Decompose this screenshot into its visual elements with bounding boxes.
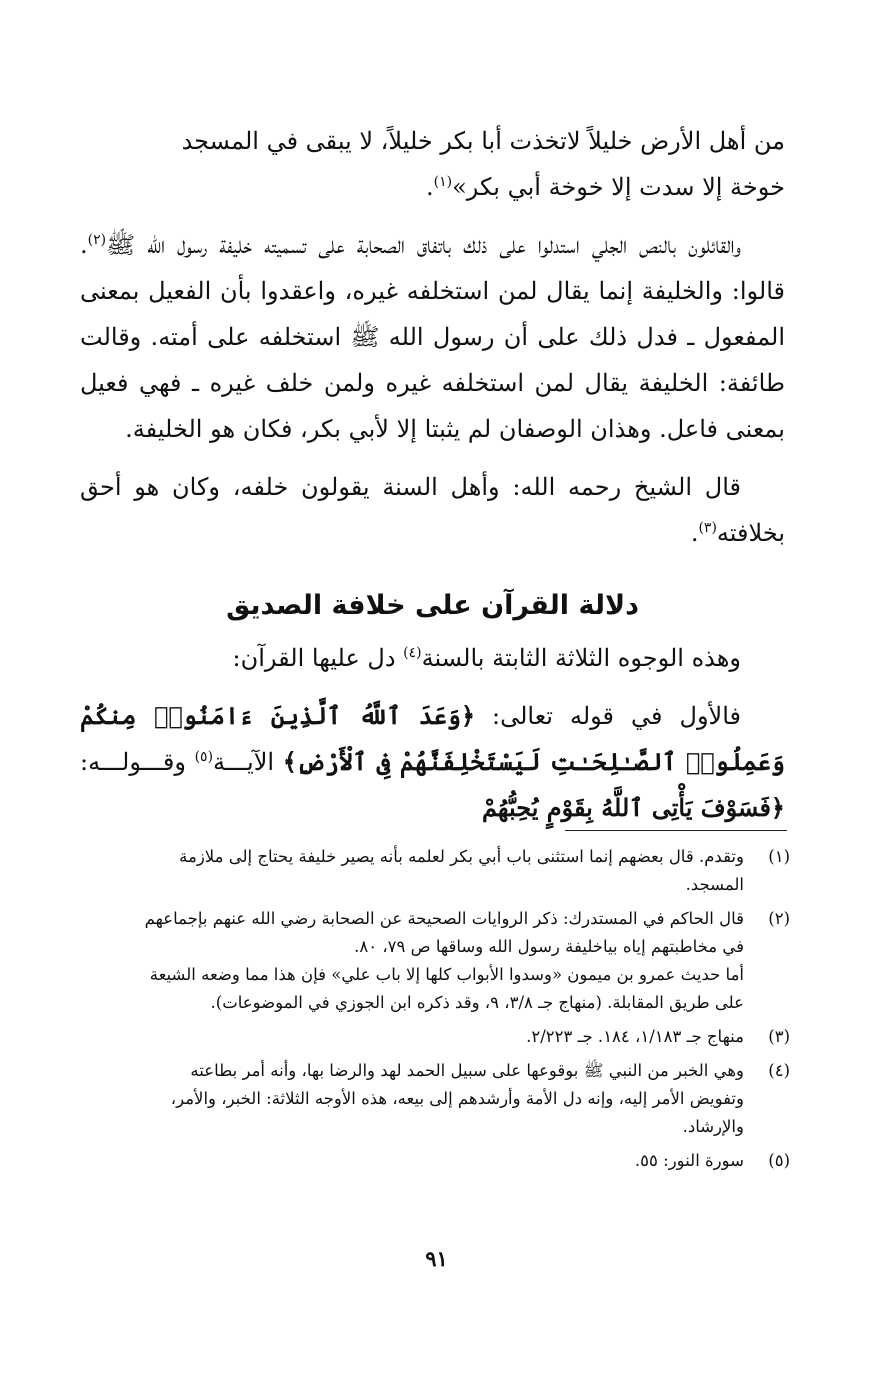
footnote-separator — [565, 830, 787, 831]
footnote-item — [80, 843, 790, 899]
footnote-ref: (٥) — [194, 749, 214, 765]
paragraph-line: خوخة إلا سدت إلا خوخة أبي بكر»$^{(١)}$. — [426, 173, 785, 201]
paragraph-line: تسميته خليفة رسول الله ﷺ — [106, 231, 307, 259]
footnote-number: (٢) — [768, 909, 790, 928]
main-text — [80, 118, 785, 843]
footnote-number: (٣) — [768, 1027, 790, 1046]
footnote-ref: (٤) — [403, 645, 422, 661]
intro-paragraph: وهذه الوجوه الثلاثة الثابتة بالسنة$^{(٤)}$ دل عليها القرآن: — [232, 644, 741, 672]
section-heading: دلالة القرآن على خلافة الصديق — [226, 590, 639, 621]
footnote-item — [80, 905, 790, 1017]
footnote-ref: (١) — [433, 174, 453, 190]
quran-verse: ﴿فَسَوْفَ يَأْتِى ٱللَّهُ بِقَوْمٍ يُحِبُّهُمْ — [481, 793, 785, 822]
footnote-item — [80, 1057, 790, 1141]
footnote-number: (٥) — [768, 1151, 790, 1170]
footnote-text: وتقدم. قال بعضهم إنما استثنى باب أبي بكر لعلمه بأنه يصير خليفة يحتاج إلى ملازمة المسجد. — [179, 847, 744, 894]
paragraph-line: بخلافته — [716, 519, 785, 547]
footnote-ref: (٢) — [87, 232, 107, 248]
footnotes — [80, 843, 790, 1181]
footnote-item — [80, 1147, 790, 1175]
footnote-item — [80, 1023, 790, 1051]
page-number: ٩١ — [425, 1246, 448, 1271]
footnote-text: سورة النور: ٥٥. — [634, 1151, 744, 1170]
footnote-text: قال الحاكم في المستدرك: ذكر الروايات الصحيحة عن الصحابة رضي الله عنهم بإجماعهم في مخاطبتهم إياه بياخليفة رسول الله وساقها ص ٧٩، ٨٠. أما حديث عمرو بن ميمون «وسدوا الأبواب كلها إلا باب علي» فإن هذا مما وضعه الشيعة على طريق المقابلة. (منهاج جـ ٣/٨، ٩، وقد ذكره ابن الجوزي في الموضوعات). — [144, 909, 744, 1012]
quran-verse: ﴿وَعَدَ ٱللَّهُ ٱلَّذِينَ ءَامَنُوا۟ مِنكُمْ وَعَمِلُوا۟ ٱلصَّـٰلِحَـٰتِ لَيَسْتَخْلِفَنَّهُمْ فِى ٱلْأَرْضِ﴾ — [80, 701, 785, 776]
footnote-text: منهاج جـ ١/١٨٣، ١٨٤. جـ ٢/٢٢٣. — [526, 1027, 744, 1046]
footnote-number: (٤) — [768, 1061, 790, 1080]
footnote-number: (١) — [768, 847, 790, 866]
footnote-ref: (٣) — [698, 520, 717, 536]
paragraph-3: قال الشيخ رحمه الله: وأهل السنة يقولون خلفه، وكان هو أحق بخلافته$^{(٣)}$. — [80, 473, 785, 547]
footnote-text: وهي الخبر من النبي ﷺ بوقوعها على سبيل الحمد لهد والرضا بها، وأنه أمر بطاعته وتفويض الأمر إليه، وإنه دل الأمة وأرشدهم إلى بيعه، هذه الأوجه الثلاثة: الخبر، والأمر، والإرشاد. — [170, 1061, 744, 1136]
quran-paragraph: فالأول في قوله تعالى: ﴿وَعَدَ ٱللَّهُ ٱلَّذِينَ ءَامَنُوا۟ مِنكُمْ وَعَمِلُوا۟ ٱلصَّـٰلِحَـٰتِ لَيَسْتَخْلِفَنَّهُمْ فِى ٱلْأَرْضِ﴾ الآيـــة$^{(٥)}$ وقـــولـــه: ﴿فَسَوْفَ يَأْتِى ٱللَّهُ بِقَوْمٍ يُحِبُّهُمْ — [80, 701, 785, 822]
paragraph-line: والقائلون بالنص الجلي استدلوا على ذلك باتفاق الصحابة على — [318, 231, 742, 259]
paragraph-2 — [80, 222, 785, 452]
paragraph-1 — [80, 118, 785, 210]
paragraph-line: من أهل الأرض خليلاً لاتخذت أبا بكر خليلاً، لا يبقى في المسجد — [181, 127, 785, 155]
paragraph-tail: . قالوا: والخليفة إنما يقال لمن استخلفه غيره، واعقدوا بأن الفعيل بمعنى المفعول ـ فدل ذلك على أن رسول الله ﷺ استخلفه على أمته. وقالت طائفة: الخليفة يقال لمن استخلفه غيره ولمن خلف غيره ـ فهي فعيل بمعنى فاعل. وهذان الوصفان لم يثبتا إلا لأبي بكر، فكان هو الخليفة. — [80, 231, 785, 443]
paragraph-line: قال الشيخ رحمه الله: وأهل السنة يقولون خلفه، وكان هو أحق — [80, 473, 741, 501]
